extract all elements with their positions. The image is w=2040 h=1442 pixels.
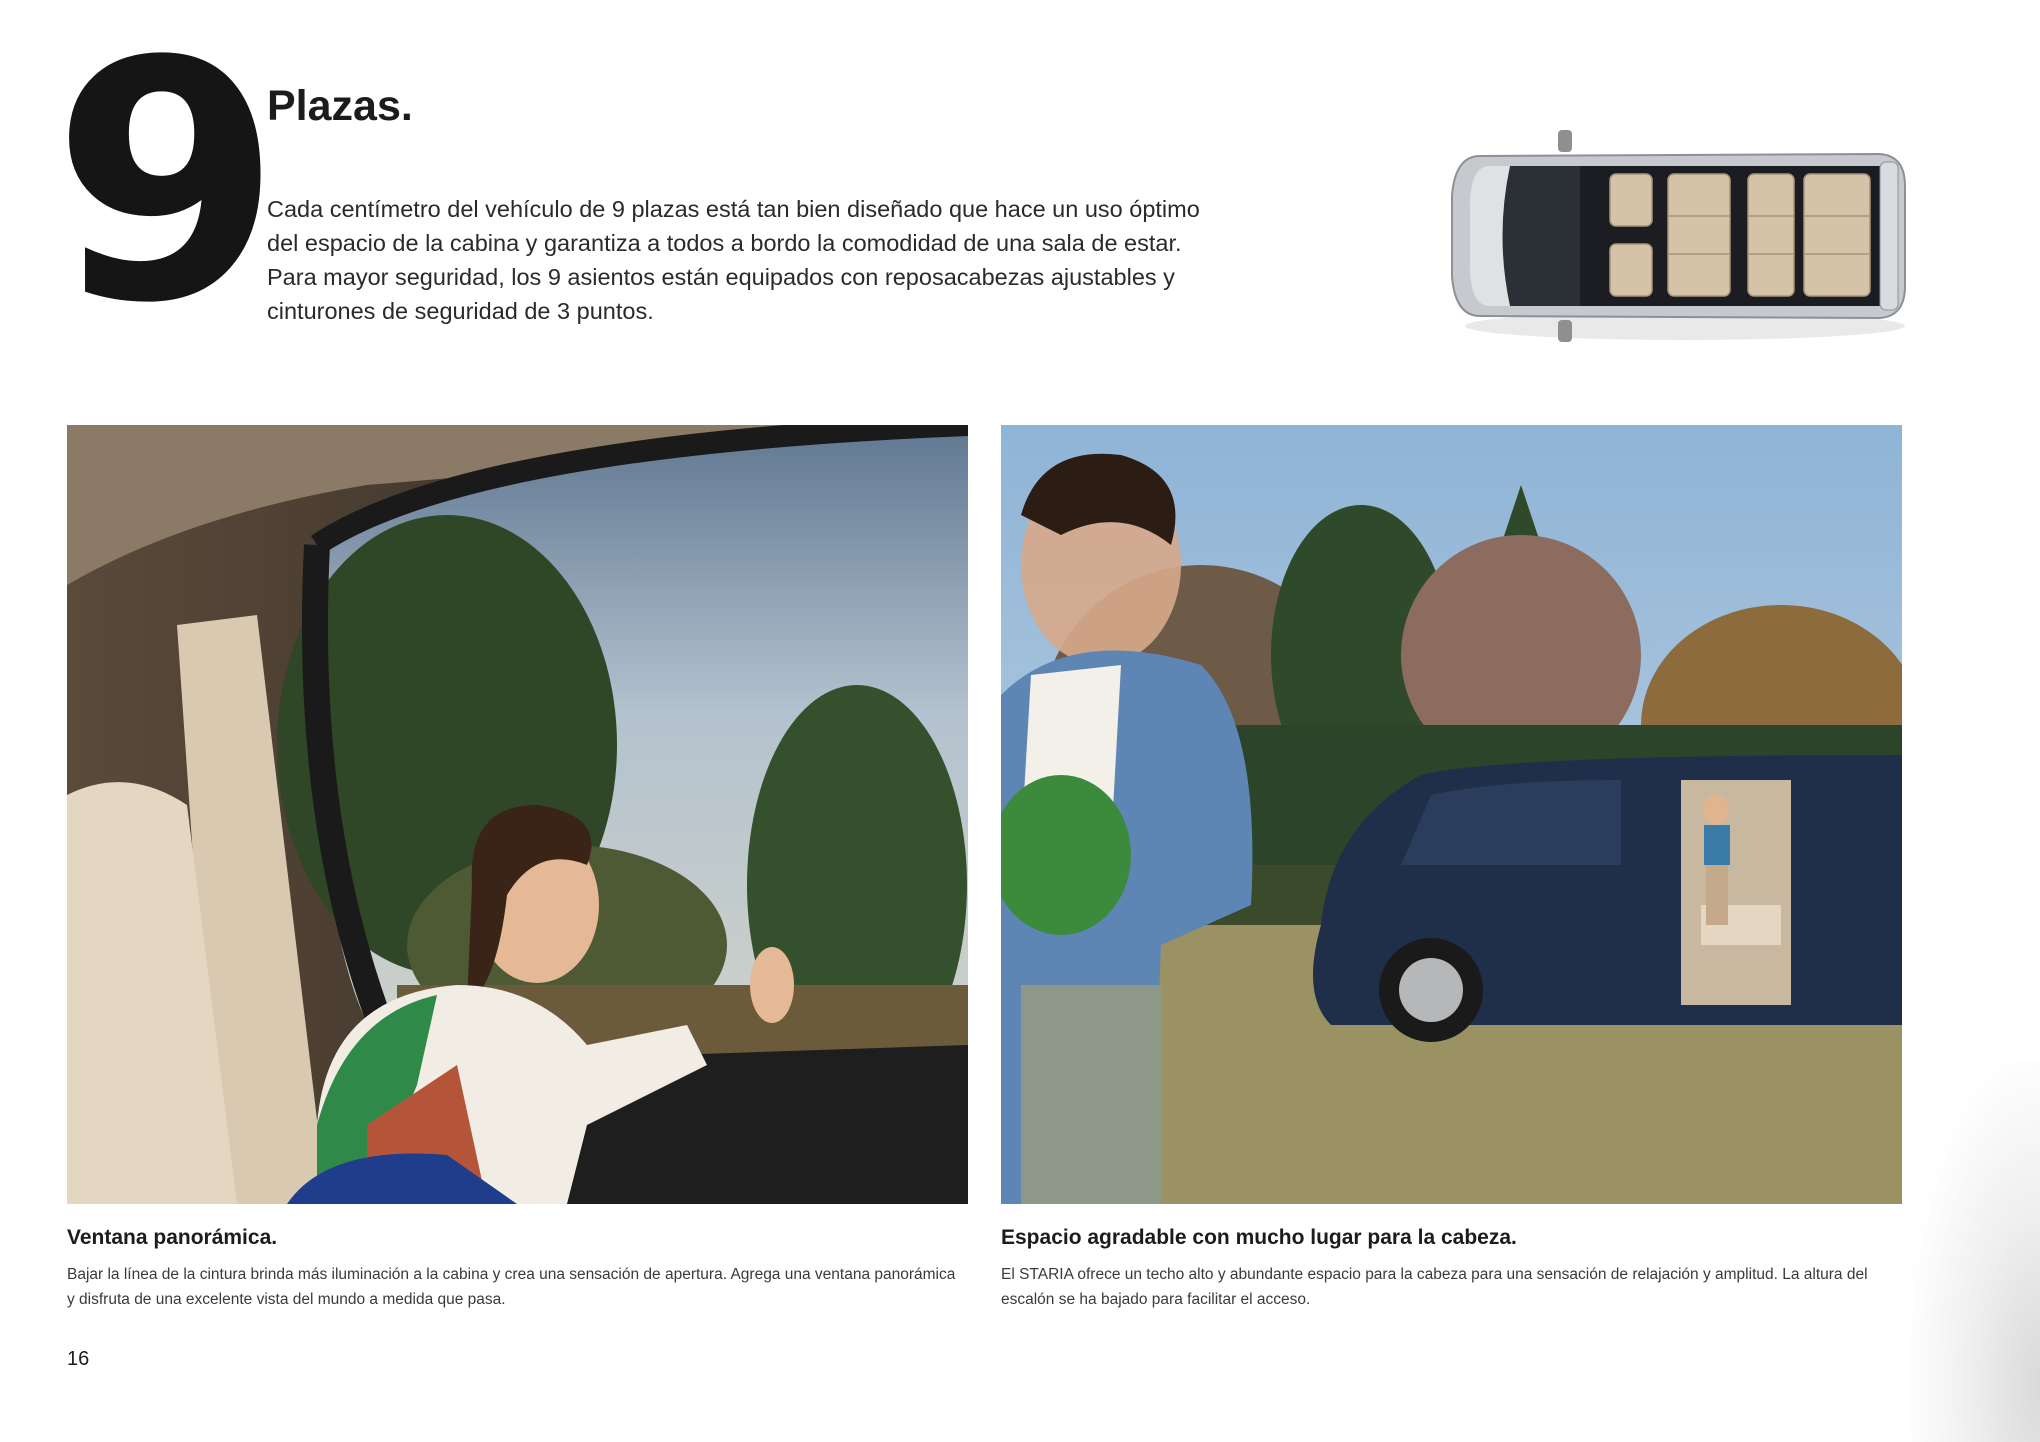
seat-count-numeral: 9 <box>52 0 272 375</box>
feature-body-panoramic-window: Bajar la línea de la cintura brinda más iluminación a la cabina y crea una sensación de apertura. Agrega una ventana panorámica y disfruta de una excelente vista del mundo a medida que pasa. <box>67 1266 956 1308</box>
page-edge-shadow <box>1910 1060 2040 1442</box>
feature-title-panoramic-window: Ventana panorámica. <box>67 1226 278 1249</box>
panoramic-window-photo <box>67 425 968 1204</box>
feature-title-headroom: Espacio agradable con mucho lugar para la cabeza. <box>1001 1226 1517 1249</box>
page-title: Plazas. <box>267 82 413 130</box>
van-top-view-image <box>1440 126 1920 346</box>
intro-paragraph: Cada centímetro del vehículo de 9 plazas está tan bien diseñado que hace un uso óptimo del espacio de la cabina y garantiza a todos a bordo la comodidad de una sala de estar. Para mayor seguridad, los 9 asientos están equipados con reposacabezas ajustables y cinturones de seguridad de 3 puntos. <box>267 196 1200 324</box>
van-headroom-photo <box>1001 425 1902 1204</box>
page-number: 16 <box>67 1348 90 1370</box>
feature-body-headroom: El STARIA ofrece un techo alto y abundante espacio para la cabeza para una sensación de relajación y amplitud. La altura del escalón se ha bajado para facilitar el acceso. <box>1001 1266 1868 1308</box>
